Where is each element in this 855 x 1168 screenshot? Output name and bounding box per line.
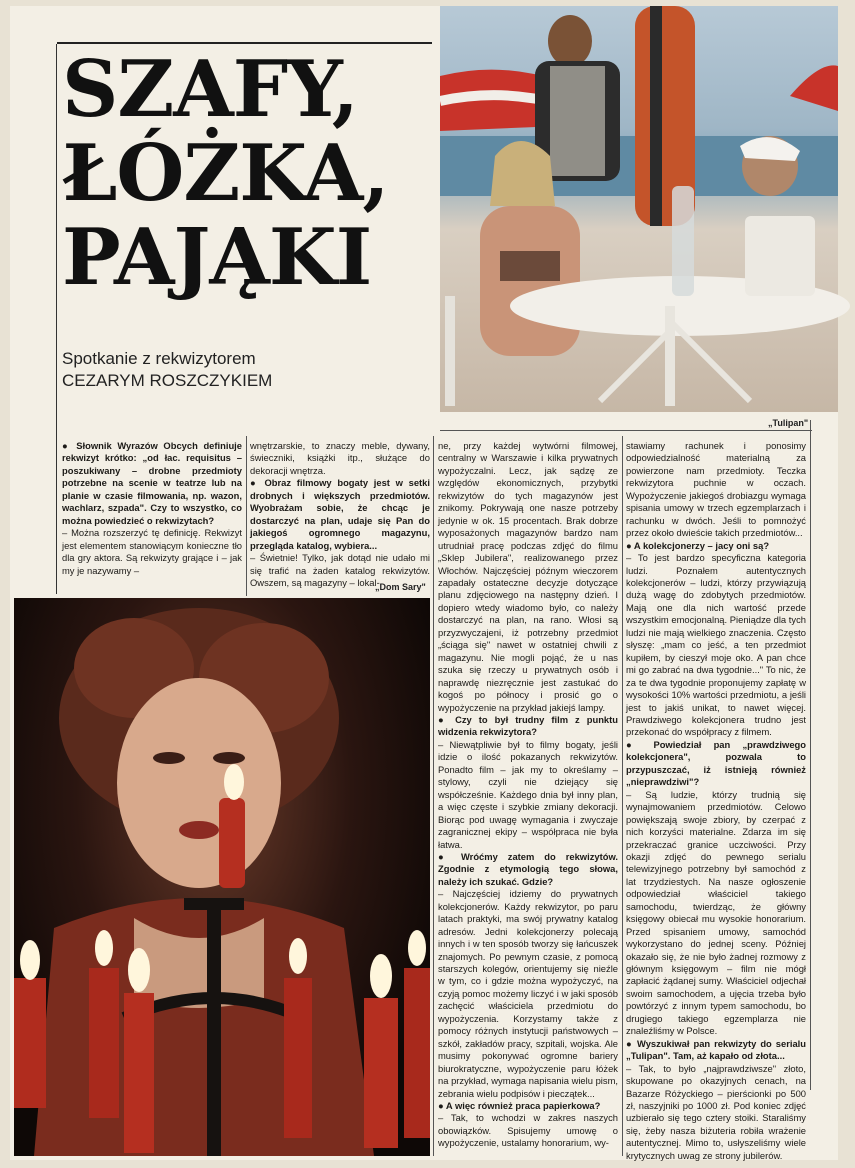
interview-answer: stawiamy rachunek i ponosimy odpowiedzialność materialną za powierzone nam przedmioty. Teczka rekwizytora puchnie w oczach. Wypożyczenie jakiegoś drobiazgu wymaga spisania umowy w trzech egzemplarzach i rachunku w dwóch. Jeśli to pomnożyć przez około dwieście takich przedmiotów...: [626, 440, 806, 539]
interview-question: ● Obraz filmowy bogaty jest w setki drobnych i większych przedmiotów. Wyobrażam sobie, że chcąc je dostarczyć na plan, udaje się Pan do jakiegoś ogromnego magazynu, przegląda katalog, wybiera...: [250, 477, 430, 551]
candles-portrait-illustration: [14, 598, 430, 1156]
title-vertical-rule: [56, 44, 57, 594]
photo-beach-table: [440, 6, 838, 412]
interview-answer: – Są ludzie, którzy trudnią się wynajmowaniem przedmiotów. Celowo powiększają swoje zbiory, by czerpać z nich korzyści materialne. Zdarza im się przekraczać granice uczciwości. Przy okazji zdjęć do pewnego serialu telewizyjnego potrzebny był samochód z lat trzydziestych. Na nasze ogłoszenie odpowiedział właściciel takiego samochodu, twierdząc, że główny księgowy obiecał mu wysokie honorarium. Przed spisaniem umowy, samochód wykorzystano do jednej sceny. Później okazało się, że nie było żadnej rozmowy z głównym księgowym – film nie mógł zapłacić żądanej sumy. Właściciel odjechał swoim samochodem, a ujęcia trzeba było powtórzyć z innym typem samochodu, bo drugiego takiego egzemplarza nie znaleźliśmy w Polsce.: [626, 788, 806, 1037]
interview-question: ● A więc również praca papierkowa?: [438, 1100, 601, 1112]
interview-answer: – Tak, to było „najprawdziwsze" złoto, skupowane po okazyjnych cenach, na Bazarze Różyckiego – pierścionki po 500 zł, naszyjniki po 1000 zł. Pod koniec zdjęć uzbierało się tego cztery stoiki. Staraliśmy się, żeby nasza biżuteria robiła wrażenie autentycznej. Mimo to, usłyszeliśmy wiele krytycznych uwag ze strony jubilerów.: [626, 1062, 806, 1161]
photo-caption-rule: [440, 430, 812, 431]
interview-question: ● A kolekcjonerzy – jacy oni są?: [626, 539, 770, 551]
interview-answer: – To jest bardzo specyficzna kategoria ludzi. Poznałem autentycznych kolekcjonerów – ludzi, którzy przywiązują dużą wagę do zdobytych przedmiotów. Mają one dla nich wartość przede wszystkim emocjonalną. Pieniądze dla tych ludzi nie mają wielkiego znaczenia. Często słyszę: „mam co jeść, a ten przedmiot kupiłem, by cieszył moje oko. A pan chce mi go zabrać na dwa tygodnie..." To nic, że za te dwa tygodnie proponujemy zapłatę w wysokości 10% wartości przedmiotu, a jeśli jest to jakiś unikat, to nawet więcej. Prawdziwego kolekcjonera trudno jest przekonać do współpracy z filmem.: [626, 552, 806, 738]
column-separator: [622, 436, 623, 1156]
interview-question: ● Słownik Wyrazów Obcych definiuje rekwizyt krótko: „od łac. requisitus – poszukiwany – drobne przedmioty potrzebne na scenie w teatrze lub na planie w czasie filmowania, np. wazon, wachlarz, szpada". Czy to wszystko, co można powiedzieć o rekwizytach?: [62, 440, 242, 526]
text-column-3: [438, 440, 618, 1155]
column-separator: [246, 436, 247, 596]
article-title: SZAFY, ŁÓŻKA, PAJĄKI: [62, 44, 389, 303]
photo-woman-candles: [14, 598, 430, 1156]
subtitle-line-1: Spotkanie z rekwizytorem: [62, 349, 256, 368]
interview-question: ● Wyszukiwał pan rekwizyty do serialu „Tulipan". Tam, aż kapało od złota...: [626, 1037, 806, 1062]
interview-answer: – Tak, to wchodzi w zakres naszych obowiązków. Spisujemy umowę o wypożyczenie, ustalamy honorarium, wy-: [438, 1112, 618, 1149]
beach-scene-illustration: [440, 6, 838, 412]
subtitle-line-2: CEZARYM ROSZCZYKIEM: [62, 371, 273, 390]
interview-answer: – Można rozszerzyć tę definicję. Rekwizyt jest elementem stanowiącym konieczne tło dla gry aktora. Są rekwizyty grające i – jak my je nazywamy –: [62, 527, 242, 576]
interview-answer: – Niewątpliwie był to filmy bogaty, jeśli idzie o ilość pokazanych rekwizytów. Ponadto film – jak my to określamy – stylowy, czyli nie dziejący się współcześnie. Każdego dnia był inny plan, a więc częste i szybkie zmiany dekoracji. Biorąc pod uwagę wymagania i zwyczaje zagranicznej ekipy – współpraca nie była łatwa.: [438, 738, 618, 850]
article-subtitle: [62, 348, 272, 392]
interview-question: ● Czy to był trudny film z punktu widzenia rekwizytora?: [438, 713, 618, 738]
text-column-4: [626, 440, 806, 1161]
interview-answer: – Najczęściej idziemy do prywatnych kolekcjonerów. Każdy rekwizytor, po paru latach praktyki, ma swój prywatny katalog adresów. Jedni kolekcjonerzy polecają innych i w ten sposób tworzy się łańcuszek znajomych. Po pewnym czasie, z pomocą starszych kolegów, orientujemy się nieźle w tym, co i gdzie można wypożyczyć, na czyją pomoc możemy liczyć i w jaki sposób zachęcić właściciela przedmiotu do wypożyczenia. Korzystamy także z pomocy różnych instytucji państwowych – szkół, zakładów pracy, szpitali, wojska. Ale musimy pokonywać ogromne bariery biurokratyczne, wypożyczenie paru łóżek na przykład, wymaga napisania wielu pism, zebrania wielu podpisów i pieczątek...: [438, 888, 618, 1099]
text-column-1: [62, 440, 242, 586]
caption-dom-sary: „Dom Sary": [375, 582, 426, 592]
column-separator: [433, 436, 434, 1156]
interview-answer: – Świetnie! Tylko, jak dotąd nie udało mi się trafić na żaden katalog rekwizytów. Owszem, są magazyny – lokal-: [250, 552, 430, 588]
interview-question: ● Powiedział pan „prawdziwego kolekcjonera", pozwala to przypuszczać, iż istnieją również „nieprawdziwi"?: [626, 738, 806, 788]
interview-question: ● Wróćmy zatem do rekwizytów. Zgodnie z etymologią tego słowa, należy ich szukać. Gdzie?: [438, 850, 618, 887]
column-separator: [810, 420, 811, 1090]
caption-tulipan: „Tulipan": [768, 418, 809, 428]
interview-answer: wnętrzarskie, to znaczy meble, dywany, świeczniki, książki itp., służące do dekoracji wnętrza.: [250, 440, 430, 476]
interview-answer: ne, przy każdej wytwórni filmowej, centralny w Warszawie i kilka prywatnych wypożyczalni. Lecz, jak sądzę ze względów ekonomicznych, przybytki rekwizytów do tych magazynów jest znikomy. Pokrywają one nasze potrzeby jedynie w ok. 15 procentach. Brak dobrze wyposażonych magazynów bardzo nam utrudniał pracę podczas zdjęć do filmu „Sklep Jubilera", realizowanego przez Włochów. Najczęściej późnym wieczorem zapadały ostateczne decyzje dotyczące planu zdjęciowego na następny dzień. I dopiero wtedy wiadomo było, co należy dostarczyć na plan, na rano. Włosi są przyzwyczajeni, iż potrzebny przedmiot „ściąga się" nawet w ostatniej chwili z magazynu. Nie mogli pojąć, że u nas szuka się rzeczy u prywatnych osób i naprawdę niezręcznie jest zastukać do kogoś po północy i prosić go o wypożyczenie na przykład jakiejś lampy.: [438, 440, 618, 713]
